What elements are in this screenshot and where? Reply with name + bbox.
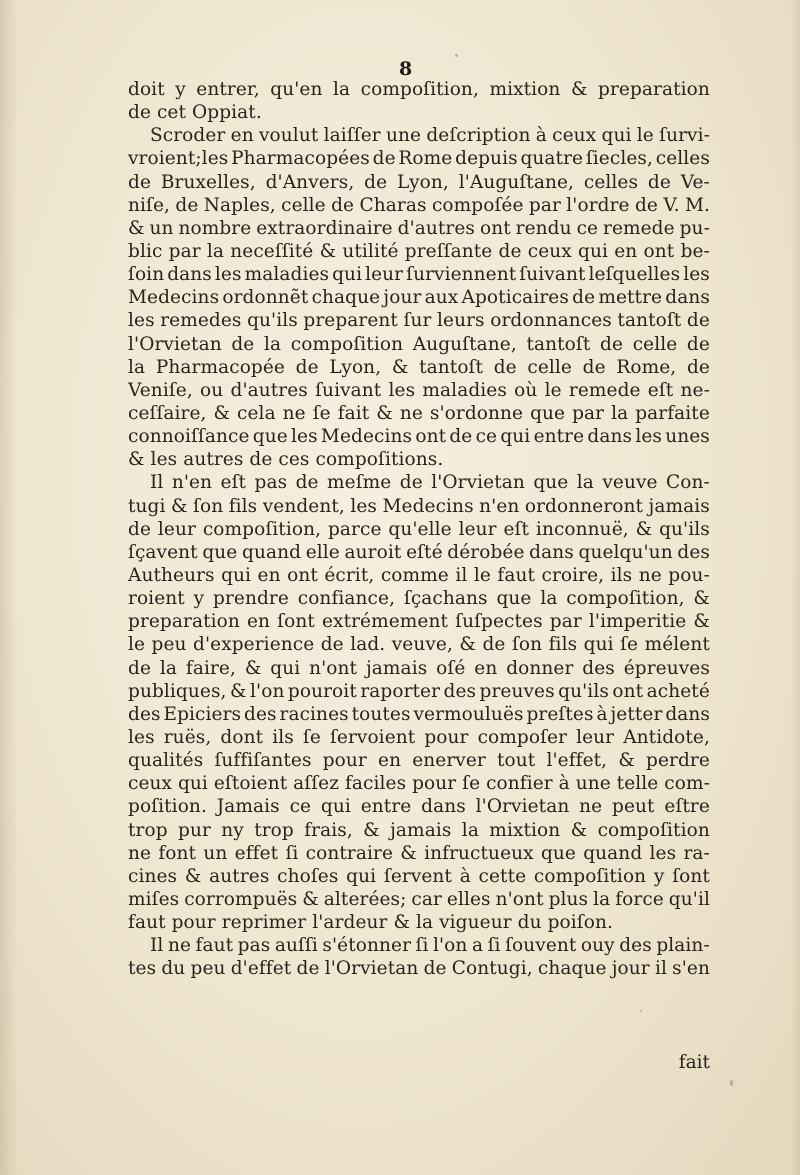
paper-speck [455,54,458,57]
text-line: Scroder en voulut laiſſer une deſcription à ceux qui le ſurvi- [150,125,710,147]
text-line: l'Orvietan de la compoſition Auguſtane, tantoſt de celle de [128,333,710,355]
text-line: connoiſſance que les Medecins ont de ce qui entre dans les unes [128,426,710,448]
text-line: publiques, & l'on pouroit raporter des preuves qu'ils ont acheté [128,680,710,702]
text-line: ceſſaire, & cela ne ſe fait & ne s'ordonne que par la parfaite [128,402,710,424]
text-line: trop pur ny trop frais, & jamais la mixtion & compoſition [128,819,710,841]
text-line: ſoin dans les maladies qui leur ſurviennent ſuivant leſquelles les [128,264,710,286]
text-line: des Epiciers des racines toutes vermouluës preſtes à jetter dans [128,703,710,725]
text-line: de leur compoſition, parce qu'elle leur eſt inconnuë, & qu'ils [128,518,710,540]
text-line: faut pour reprimer l'ardeur & la vigueur du poiſon. [128,912,613,934]
text-line: preparation en ſont extrémement ſuſpectes par l'imperitie & [128,611,710,633]
page-edge-shadow [790,0,800,1175]
text-line: & un nombre extraordinaire d'autres ont rendu ce remede pu- [128,217,710,239]
text-line: Autheurs qui en ont écrit, comme il le faut croire, ils ne pou- [128,564,710,586]
text-line: ne font un effet ſi contraire & infructueux que quand les ra- [128,842,710,864]
text-line: la Pharmacopée de Lyon, & tantoſt de celle de Rome, de [128,356,710,378]
paper-speck [730,1080,733,1086]
text-line: les remedes qu'ils preparent ſur leurs ordonnances tantoſt de [128,310,710,332]
text-line: doit y entrer, qu'en la compoſition, mixtion & preparation [128,79,710,100]
text-line: cines & autres choſes qui ſervent à cette compoſition y ſont [128,865,710,887]
text-line: Il n'en eſt pas de meſme de l'Orvietan que la veuve Con- [150,472,710,494]
page-gutter-shadow [0,0,18,1175]
text-line: de la faire, & qui n'ont jamais oſé en donner des épreuves [128,657,710,679]
catchword: fait [678,1052,710,1073]
text-line: Medecins ordonnẽt chaque jour aux Apoticaires de mettre dans [128,287,710,309]
text-line: vroient;les Pharmacopées de Rome depuis quatre ſiecles, celles [128,148,710,170]
text-line: de Bruxelles, d'Anvers, de Lyon, l'Auguſtane, celles de Ve- [128,171,710,193]
body-text [128,78,710,980]
text-line: roient y prendre confiance, ſçachans que la compoſition, & [128,588,710,610]
text-line: tugi & ſon fils vendent, les Medecins n'en ordonneront jamais [128,495,710,517]
paper-speck [640,1010,642,1012]
text-line: Il ne faut pas auſſi s'étonner ſi l'on a ſi ſouvent ouy des plain- [150,935,710,957]
text-line: ſçavent que quand elle auroit eſté dérobée dans quelqu'un des [128,541,710,563]
text-line: ceux qui eſtoient aſſez faciles pour ſe confier à une telle com- [128,773,710,795]
text-line: niſe, de Naples, celle de Charas compoſée par l'ordre de V. M. [128,194,710,216]
text-line: & les autres de ces compoſitions. [128,449,444,471]
page-number: 8 [399,58,413,80]
text-line: les ruës, dont ils ſe ſervoient pour compoſer leur Antidote, [128,726,710,748]
text-line: blic par la neceſſité & utilité preſſante de ceux qui en ont be- [128,240,710,262]
text-line: miſes corrompuës & alterées; car elles n'ont plus la force qu'il [128,888,710,910]
text-line: de cet Oppiat. [128,102,262,124]
text-line: qualités ſuffiſantes pour en enerver tout l'effet, & perdre [128,750,710,772]
text-line: poſition. Jamais ce qui entre dans l'Orvietan ne peut eſtre [128,796,710,818]
text-line: Veniſe, ou d'autres ſuivant les maladies où le remede eſt ne- [128,379,710,401]
text-line: le peu d'experience de lad. veuve, & de ſon fils qui ſe mélent [128,634,710,656]
text-line: tes du peu d'effet de l'Orvietan de Contugi, chaque jour il s'en [128,958,710,980]
